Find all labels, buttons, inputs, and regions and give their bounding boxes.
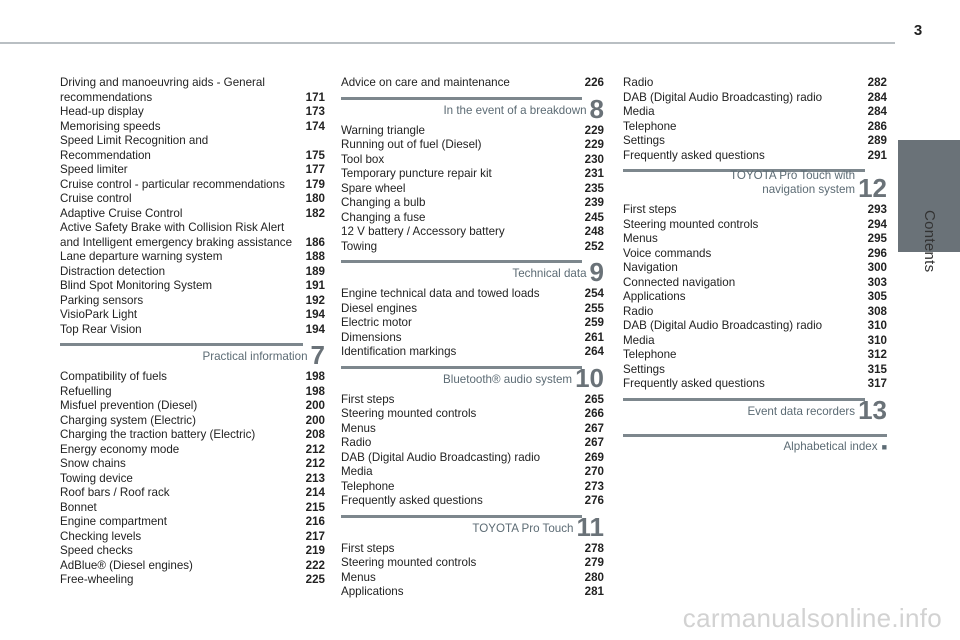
- toc-entry[interactable]: [341, 465, 604, 480]
- entry-title: Parking sensors: [60, 293, 144, 307]
- entry-title: Dimensions: [341, 330, 402, 344]
- entry-title: DAB (Digital Audio Broadcasting) radio: [341, 450, 541, 464]
- entry-page: 229: [584, 138, 604, 151]
- entry-page: 198: [305, 384, 325, 398]
- toc-entry[interactable]: [60, 544, 325, 559]
- entry-page: 189: [305, 264, 325, 278]
- contents-side-label: Contents: [921, 210, 938, 273]
- index-marker: ■: [881, 441, 887, 452]
- toc-entry[interactable]: [341, 556, 604, 571]
- entry-page: 248: [584, 225, 604, 238]
- entry-title: Temporary puncture repair kit: [341, 167, 492, 180]
- chapter-number: 13: [858, 394, 887, 425]
- entry-page: 276: [584, 494, 604, 507]
- toc-entry[interactable]: [60, 559, 325, 574]
- toc-entry[interactable]: [60, 76, 325, 105]
- entry-page: 208: [305, 428, 325, 441]
- chapter-title[interactable]: Event data recorders: [747, 404, 856, 418]
- entry-page: 310: [867, 333, 887, 347]
- toc-entry[interactable]: [60, 501, 325, 516]
- chapter-title[interactable]: In the event of a breakdown: [443, 103, 587, 117]
- entry-page: 279: [584, 556, 604, 569]
- toc-entry[interactable]: [341, 211, 604, 226]
- entry-title: Media: [623, 105, 655, 118]
- toc-entry[interactable]: [623, 334, 887, 349]
- entry-title: Distraction detection: [60, 264, 166, 278]
- toc-entry[interactable]: [60, 573, 325, 588]
- entry-title: Radio: [341, 436, 372, 449]
- toc-entry[interactable]: [60, 323, 325, 338]
- entry-title: Running out of fuel (Diesel): [341, 138, 482, 151]
- entry-title: Diesel engines: [341, 301, 418, 315]
- chapter-10-header: [341, 362, 604, 393]
- entry-title: Bonnet: [60, 500, 97, 514]
- toc-entry[interactable]: [341, 225, 604, 240]
- entry-page: 214: [305, 486, 325, 499]
- toc-column-2: [341, 76, 604, 600]
- toc-entry[interactable]: [623, 120, 887, 135]
- entry-list: [341, 76, 604, 91]
- entry-page: 280: [584, 570, 604, 584]
- entry-title: Engine technical data and towed loads: [341, 287, 540, 300]
- entry-page: 229: [584, 123, 604, 137]
- entry-title: Charging the traction battery (Electric): [60, 428, 256, 441]
- entry-title: Steering mounted controls: [341, 556, 477, 569]
- entry-title: Menus: [623, 232, 658, 245]
- entry-title: Engine compartment: [60, 515, 167, 528]
- entry-page: 200: [305, 413, 325, 427]
- chapter-number: 9: [589, 257, 604, 287]
- toc-entry[interactable]: [341, 302, 604, 317]
- toc-entry[interactable]: [623, 290, 887, 305]
- toc-entry[interactable]: [60, 428, 325, 443]
- entry-page: 173: [305, 105, 325, 118]
- toc-entry[interactable]: [623, 348, 887, 363]
- entry-title: AdBlue® (Diesel engines): [60, 558, 193, 572]
- entry-page: 217: [305, 529, 325, 543]
- entry-list: [60, 76, 325, 337]
- entry-title: Applications: [341, 585, 404, 598]
- toc-entry[interactable]: [60, 178, 325, 193]
- toc-entry[interactable]: [341, 494, 604, 509]
- entry-page: 281: [584, 585, 604, 598]
- entry-title: Settings: [623, 134, 665, 147]
- toc-entry[interactable]: [623, 377, 887, 392]
- entry-page: 305: [867, 290, 887, 303]
- toc-entry[interactable]: [623, 134, 887, 149]
- toc-entry[interactable]: [341, 480, 604, 495]
- toc-entry[interactable]: [60, 486, 325, 501]
- toc-entry[interactable]: [60, 530, 325, 545]
- entry-title: Media: [341, 465, 373, 478]
- entry-title: Connected navigation: [623, 275, 736, 289]
- entry-page: 295: [867, 232, 887, 245]
- entry-page: 252: [584, 239, 604, 253]
- entry-title: Menus: [341, 421, 376, 435]
- chapter-title[interactable]: Practical information: [202, 350, 308, 363]
- toc-entry[interactable]: [623, 232, 887, 247]
- entry-page: 186: [305, 235, 325, 249]
- entry-page: 180: [305, 192, 325, 205]
- toc-entry[interactable]: [341, 422, 604, 437]
- entry-page: 261: [584, 330, 604, 344]
- entry-page: 294: [867, 217, 887, 231]
- entry-page: 284: [867, 105, 887, 118]
- chapter-13-header: [623, 394, 887, 425]
- entry-title: Spare wheel: [341, 181, 406, 195]
- toc-entry[interactable]: [623, 319, 887, 334]
- entry-title: Energy economy mode: [60, 442, 180, 456]
- entry-title: Compatibility of fuels: [60, 370, 167, 383]
- entry-page: 194: [305, 322, 325, 336]
- toc-entry[interactable]: [60, 385, 325, 400]
- entry-title: Applications: [623, 290, 686, 303]
- toc-entry[interactable]: [60, 120, 325, 135]
- toc-entry[interactable]: [341, 167, 604, 182]
- alphabetical-index-header: [623, 434, 887, 454]
- toc-entry[interactable]: [341, 571, 604, 586]
- chapter-number: 8: [589, 93, 604, 124]
- entry-title: Radio: [623, 76, 654, 89]
- page-number: 3: [913, 22, 923, 39]
- entry-title: Refuelling: [60, 384, 112, 398]
- entry-page: 213: [305, 471, 325, 485]
- toc-entry[interactable]: [623, 363, 887, 378]
- toc-entry[interactable]: [60, 134, 325, 163]
- entry-title: Steering mounted controls: [623, 217, 759, 231]
- toc-entry[interactable]: [341, 76, 604, 91]
- toc-entry[interactable]: [623, 149, 887, 164]
- chapter-number: 11: [576, 511, 604, 542]
- chapter-7-header: [60, 340, 325, 370]
- entry-title: Adaptive Cruise Control: [60, 206, 183, 220]
- chapter-title[interactable]: TOYOTA Pro Touch with navigation system: [730, 169, 856, 196]
- toc-entry[interactable]: [60, 294, 325, 309]
- entry-title: First steps: [623, 203, 677, 216]
- entry-page: 278: [584, 541, 604, 555]
- chapter-title[interactable]: TOYOTA Pro Touch: [472, 521, 574, 535]
- entry-list: [341, 542, 604, 600]
- entry-title: Frequently asked questions: [341, 494, 483, 507]
- entry-page: 300: [867, 261, 887, 274]
- entry-title: Active Safety Brake with Collision Risk Alert and Intelligent emergency braking assistance: [60, 221, 293, 249]
- chapter-rule: [623, 434, 887, 437]
- entry-title: Advice on care and maintenance: [341, 76, 510, 89]
- toc-entry[interactable]: [341, 345, 604, 360]
- entry-page: 310: [867, 319, 887, 332]
- chapter-8-header: [341, 93, 604, 124]
- entry-page: 266: [584, 407, 604, 420]
- entry-title: Memorising speeds: [60, 119, 161, 133]
- entry-title: Frequently asked questions: [623, 377, 765, 390]
- toc-entry[interactable]: [60, 308, 325, 323]
- index-title[interactable]: Alphabetical index: [783, 439, 878, 453]
- entry-list: [623, 76, 887, 163]
- entry-page: 265: [584, 392, 604, 406]
- toc-entry[interactable]: [60, 221, 325, 250]
- entry-page: 191: [305, 279, 325, 292]
- entry-title: Free-wheeling: [60, 573, 134, 586]
- entry-title: Charging system (Electric): [60, 413, 196, 427]
- entry-page: 192: [305, 293, 325, 307]
- entry-page: 255: [584, 301, 604, 315]
- entry-title: Telephone: [623, 348, 677, 361]
- entry-page: 269: [584, 450, 604, 464]
- entry-title: Radio: [623, 304, 654, 318]
- entry-title: Head-up display: [60, 105, 144, 118]
- entry-title: Menus: [341, 570, 376, 584]
- entry-page: 175: [305, 148, 325, 162]
- toc-entry[interactable]: [623, 76, 887, 91]
- entry-page: 293: [867, 203, 887, 216]
- entry-title: Roof bars / Roof rack: [60, 486, 170, 499]
- entry-title: Blind Spot Monitoring System: [60, 279, 213, 292]
- chapter-12-header: [623, 169, 887, 203]
- entry-page: 267: [584, 436, 604, 449]
- entry-page: 230: [584, 152, 604, 166]
- entry-page: 200: [305, 399, 325, 412]
- entry-title: Top Rear Vision: [60, 322, 142, 336]
- toc-entry[interactable]: [60, 207, 325, 222]
- entry-page: 171: [305, 90, 325, 104]
- entry-title: Settings: [623, 362, 665, 376]
- entry-title: Lane departure warning system: [60, 250, 223, 263]
- entry-page: 235: [584, 181, 604, 195]
- toc-entry[interactable]: [623, 305, 887, 320]
- entry-page: 254: [584, 287, 604, 300]
- entry-title: Warning triangle: [341, 123, 425, 137]
- entry-title: Cruise control - particular recommendations: [60, 177, 285, 191]
- entry-title: Telephone: [623, 119, 677, 133]
- entry-title: DAB (Digital Audio Broadcasting) radio: [623, 319, 823, 332]
- toc-entry[interactable]: [623, 276, 887, 291]
- toc-entry[interactable]: [60, 250, 325, 265]
- toc-entry[interactable]: [60, 265, 325, 280]
- entry-title: Identification markings: [341, 345, 457, 358]
- entry-title: Media: [623, 333, 655, 347]
- entry-page: 225: [305, 573, 325, 586]
- toc-entry[interactable]: [341, 196, 604, 211]
- chapter-title[interactable]: Bluetooth® audio system: [443, 372, 573, 386]
- entry-title: Misfuel prevention (Diesel): [60, 399, 198, 412]
- toc-entry[interactable]: [341, 585, 604, 600]
- entry-title: First steps: [341, 392, 395, 406]
- entry-page: 317: [867, 377, 887, 390]
- toc-entry[interactable]: [60, 279, 325, 294]
- toc-entry[interactable]: [623, 247, 887, 262]
- toc-entry[interactable]: [341, 436, 604, 451]
- chapter-number: 10: [575, 362, 604, 393]
- entry-page: 219: [305, 544, 325, 557]
- entry-page: 182: [305, 206, 325, 220]
- entry-title: Speed Limit Recognition and Recommendation: [60, 134, 209, 162]
- toc-entry[interactable]: [341, 451, 604, 466]
- entry-title: Snow chains: [60, 457, 126, 470]
- entry-page: 286: [867, 119, 887, 133]
- toc-entry[interactable]: [341, 316, 604, 331]
- entry-title: VisioPark Light: [60, 308, 138, 321]
- entry-page: 177: [305, 163, 325, 176]
- entry-page: 179: [305, 177, 325, 191]
- entry-title: Towing device: [60, 471, 133, 485]
- entry-title: Checking levels: [60, 529, 142, 543]
- toc-entry[interactable]: [623, 105, 887, 120]
- entry-title: Speed limiter: [60, 163, 128, 176]
- entry-page: 216: [305, 515, 325, 528]
- chapter-9-header: [341, 257, 604, 287]
- toc-column-1: [60, 76, 325, 588]
- toc-entry[interactable]: [60, 105, 325, 120]
- entry-title: Speed checks: [60, 544, 133, 557]
- entry-title: Changing a bulb: [341, 196, 426, 209]
- chapter-number: 12: [858, 173, 887, 203]
- entry-page: 289: [867, 134, 887, 147]
- entry-title: Tool box: [341, 152, 385, 166]
- entry-page: 303: [867, 275, 887, 289]
- entry-page: 198: [305, 370, 325, 383]
- toc-entry[interactable]: [341, 138, 604, 153]
- entry-title: Frequently asked questions: [623, 148, 765, 162]
- toc-entry[interactable]: [60, 457, 325, 472]
- entry-page: 308: [867, 304, 887, 318]
- entry-title: DAB (Digital Audio Broadcasting) radio: [623, 90, 823, 104]
- chapter-title[interactable]: Technical data: [512, 267, 587, 280]
- toc-entry[interactable]: [341, 287, 604, 302]
- entry-page: 282: [867, 76, 887, 89]
- toc-entry[interactable]: [623, 261, 887, 276]
- toc-entry[interactable]: [60, 163, 325, 178]
- entry-title: 12 V battery / Accessory battery: [341, 225, 505, 238]
- entry-page: 239: [584, 196, 604, 209]
- entry-page: 188: [305, 250, 325, 263]
- entry-title: Steering mounted controls: [341, 407, 477, 420]
- toc-entry[interactable]: [341, 393, 604, 408]
- entry-list: [60, 370, 325, 588]
- toc-entry[interactable]: [341, 407, 604, 422]
- toc-entry[interactable]: [60, 472, 325, 487]
- toc-entry[interactable]: [60, 515, 325, 530]
- toc-entry[interactable]: [341, 124, 604, 139]
- entry-title: Voice commands: [623, 246, 712, 260]
- entry-page: 284: [867, 90, 887, 104]
- entry-page: 222: [305, 558, 325, 572]
- entry-page: 245: [584, 210, 604, 224]
- entry-page: 259: [584, 316, 604, 329]
- entry-page: 215: [305, 500, 325, 514]
- entry-page: 291: [867, 148, 887, 162]
- entry-title: First steps: [341, 541, 395, 555]
- entry-list: [623, 203, 887, 392]
- toc-entry[interactable]: [60, 192, 325, 207]
- top-rule: [0, 42, 895, 44]
- toc-column-3: [623, 76, 887, 457]
- entry-list: [341, 393, 604, 509]
- entry-page: 212: [305, 457, 325, 470]
- chapter-number: 7: [310, 340, 325, 370]
- entry-list: [341, 124, 604, 255]
- toc-entry[interactable]: [60, 399, 325, 414]
- toc-entry[interactable]: [623, 91, 887, 106]
- entry-page: 174: [305, 119, 325, 133]
- entry-list: [341, 287, 604, 360]
- toc-entry[interactable]: [60, 370, 325, 385]
- toc-entry[interactable]: [341, 153, 604, 168]
- toc-entry[interactable]: [623, 218, 887, 233]
- entry-page: 226: [584, 76, 604, 89]
- entry-page: 315: [867, 362, 887, 376]
- entry-title: Telephone: [341, 479, 395, 493]
- entry-page: 270: [584, 465, 604, 478]
- entry-title: Electric motor: [341, 316, 412, 329]
- entry-page: 194: [305, 308, 325, 321]
- entry-page: 264: [584, 345, 604, 358]
- entry-page: 212: [305, 442, 325, 456]
- toc-entry[interactable]: [341, 182, 604, 197]
- toc-entry[interactable]: [623, 203, 887, 218]
- toc-entry[interactable]: [341, 542, 604, 557]
- entry-title: Driving and manoeuvring aids - General recommendations: [60, 76, 265, 104]
- watermark: carmanualsonline.info: [682, 603, 942, 633]
- toc-entry[interactable]: [341, 240, 604, 255]
- toc-entry[interactable]: [341, 331, 604, 346]
- toc-entry[interactable]: [60, 443, 325, 458]
- entry-page: 312: [867, 348, 887, 361]
- entry-title: Changing a fuse: [341, 210, 426, 224]
- entry-title: Cruise control: [60, 192, 132, 205]
- entry-title: Towing: [341, 239, 378, 253]
- entry-page: 273: [584, 479, 604, 493]
- entry-title: Navigation: [623, 261, 678, 274]
- chapter-11-header: [341, 511, 604, 542]
- toc-entry[interactable]: [60, 414, 325, 429]
- entry-page: 231: [584, 167, 604, 180]
- entry-page: 267: [584, 421, 604, 435]
- entry-page: 296: [867, 246, 887, 260]
